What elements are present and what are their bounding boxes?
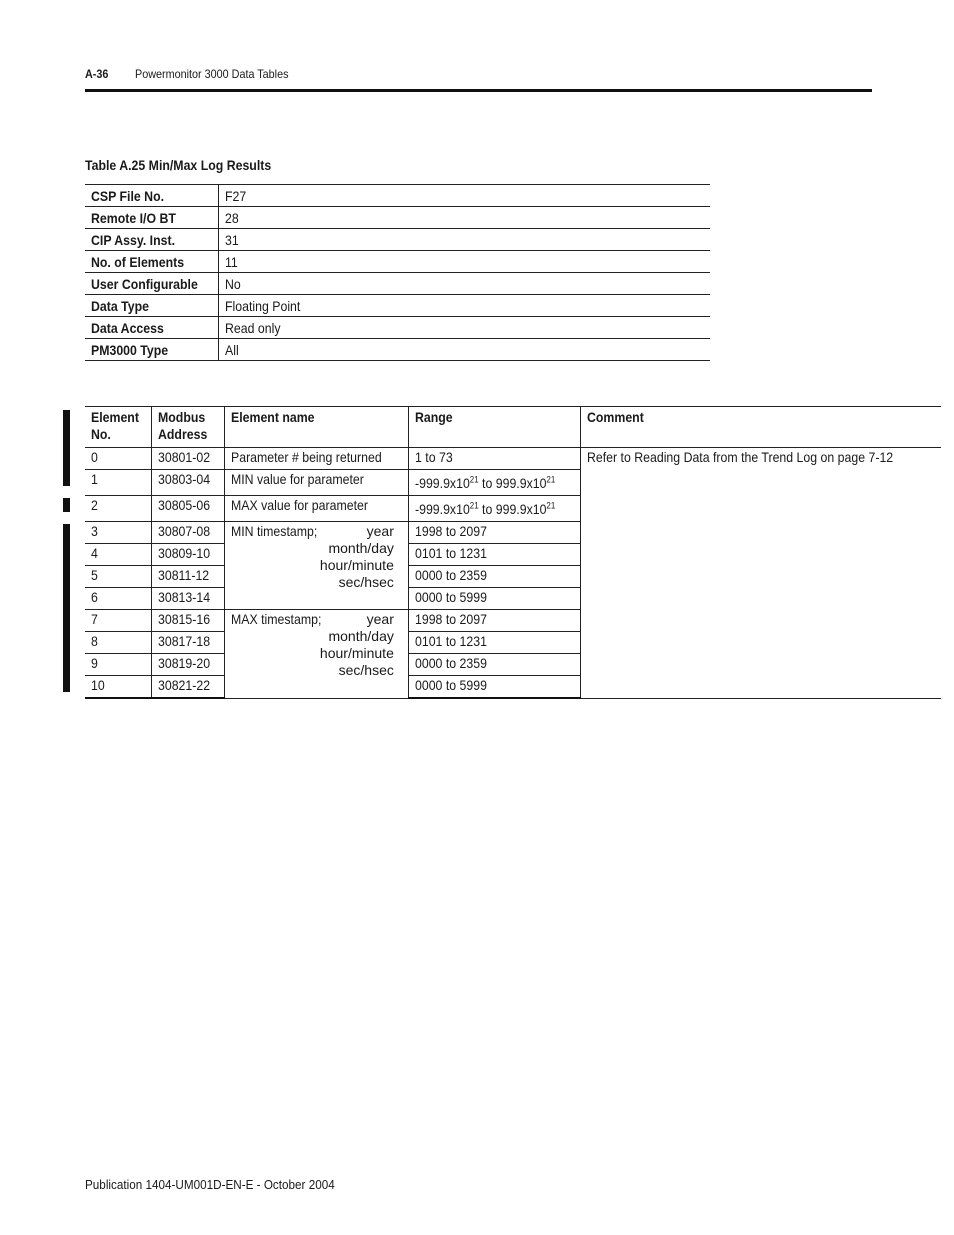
property-value: 28 <box>225 209 240 226</box>
min-timestamp-month: month/day <box>328 540 394 556</box>
min-timestamp-hour: hour/minute <box>319 557 394 573</box>
element-no: 7 <box>91 611 98 627</box>
range: 1 to 73 <box>414 449 453 465</box>
property-value: Floating Point <box>225 297 301 314</box>
modbus-address: 30819-20 <box>158 655 211 671</box>
properties-table <box>85 184 710 361</box>
comment-text: Refer to Reading Data from the Trend Log on page 7-12 <box>587 449 894 465</box>
max-timestamp-year: year <box>366 611 394 627</box>
element-no: 9 <box>91 655 98 671</box>
element-no: 5 <box>91 567 98 583</box>
modbus-address: 30809-10 <box>158 545 211 561</box>
property-value: Read only <box>225 319 281 336</box>
change-bar <box>63 410 70 486</box>
range: 1998 to 2097 <box>414 611 487 627</box>
min-timestamp-sec: sec/hsec <box>338 574 394 590</box>
col-header-element-no: Element No. <box>85 407 152 448</box>
table-row <box>85 273 710 295</box>
modbus-address: 30821-22 <box>158 677 211 693</box>
element-no: 6 <box>91 589 98 605</box>
table-row <box>85 339 710 361</box>
property-key: Remote I/O BT <box>91 209 176 226</box>
property-key: CSP File No. <box>91 187 165 204</box>
table-row <box>85 185 710 207</box>
element-no: 0 <box>91 449 98 465</box>
element-name: Parameter # being returned <box>230 449 382 465</box>
table-row <box>85 229 710 251</box>
property-key: No. of Elements <box>91 253 185 270</box>
property-value: All <box>225 341 240 358</box>
header-rule <box>85 89 872 92</box>
modbus-address: 30803-04 <box>158 471 211 487</box>
max-timestamp-label: MAX timestamp; <box>230 611 322 627</box>
min-max-log-table <box>85 406 941 699</box>
property-value: 11 <box>225 253 239 270</box>
modbus-address: 30805-06 <box>158 497 211 513</box>
table-caption: Table A.25 Min/Max Log Results <box>85 157 272 173</box>
range: 0000 to 5999 <box>414 589 487 605</box>
modbus-address: 30813-14 <box>158 589 211 605</box>
table-row <box>85 448 941 470</box>
max-timestamp-month: month/day <box>328 628 394 644</box>
col-header-modbus: Modbus Address <box>152 407 224 448</box>
page-number: A-36 <box>85 67 109 81</box>
element-no: 3 <box>91 523 98 539</box>
table-row <box>85 295 710 317</box>
property-key: User Configurable <box>91 275 198 292</box>
range: 0000 to 2359 <box>414 567 487 583</box>
modbus-address: 30815-16 <box>158 611 211 627</box>
property-key: CIP Assy. Inst. <box>91 231 175 248</box>
min-timestamp-cell <box>224 522 408 610</box>
property-key: PM3000 Type <box>91 341 169 358</box>
min-timestamp-year: year <box>366 523 394 539</box>
range: 0101 to 1231 <box>414 633 487 649</box>
property-value: No <box>225 275 242 292</box>
property-value: F27 <box>225 187 247 204</box>
property-key: Data Access <box>91 319 164 336</box>
max-timestamp-hour: hour/minute <box>319 645 394 661</box>
running-title: Powermonitor 3000 Data Tables <box>135 67 289 81</box>
range: 0000 to 2359 <box>414 655 487 671</box>
change-bar <box>63 498 70 512</box>
element-no: 2 <box>91 497 98 513</box>
modbus-address: 30811-12 <box>158 567 210 583</box>
element-no: 1 <box>91 471 98 487</box>
table-row <box>85 251 710 273</box>
element-name: MIN value for parameter <box>230 471 364 487</box>
property-value: 31 <box>225 231 240 248</box>
table-row <box>85 317 710 339</box>
comment-cell <box>581 448 941 699</box>
col-header-range: Range <box>408 407 580 448</box>
publication-footer: Publication 1404-UM001D-EN-E - October 2004 <box>85 1177 335 1192</box>
modbus-address: 30801-02 <box>158 449 211 465</box>
element-name: MAX value for parameter <box>230 497 368 513</box>
table-row <box>85 207 710 229</box>
range: $-999.9x10^{21}$ to $999.9x10^{21}$ <box>414 473 556 491</box>
max-timestamp-cell <box>224 610 408 699</box>
modbus-address: 30807-08 <box>158 523 211 539</box>
range: 0000 to 5999 <box>414 677 487 693</box>
modbus-address: 30817-18 <box>158 633 211 649</box>
col-header-comment: Comment <box>581 407 941 448</box>
table-header-row <box>85 407 941 448</box>
max-timestamp-sec: sec/hsec <box>338 662 394 678</box>
range: 0101 to 1231 <box>414 545 487 561</box>
property-key: Data Type <box>91 297 149 314</box>
col-header-element-name: Element name <box>224 407 408 448</box>
element-no: 10 <box>91 677 105 693</box>
element-no: 4 <box>91 545 98 561</box>
range: 1998 to 2097 <box>414 523 487 539</box>
min-timestamp-label: MIN timestamp; <box>230 523 317 539</box>
range: $-999.9x10^{21}$ to $999.9x10^{21}$ <box>414 499 556 517</box>
element-no: 8 <box>91 633 98 649</box>
change-bar <box>63 524 70 692</box>
